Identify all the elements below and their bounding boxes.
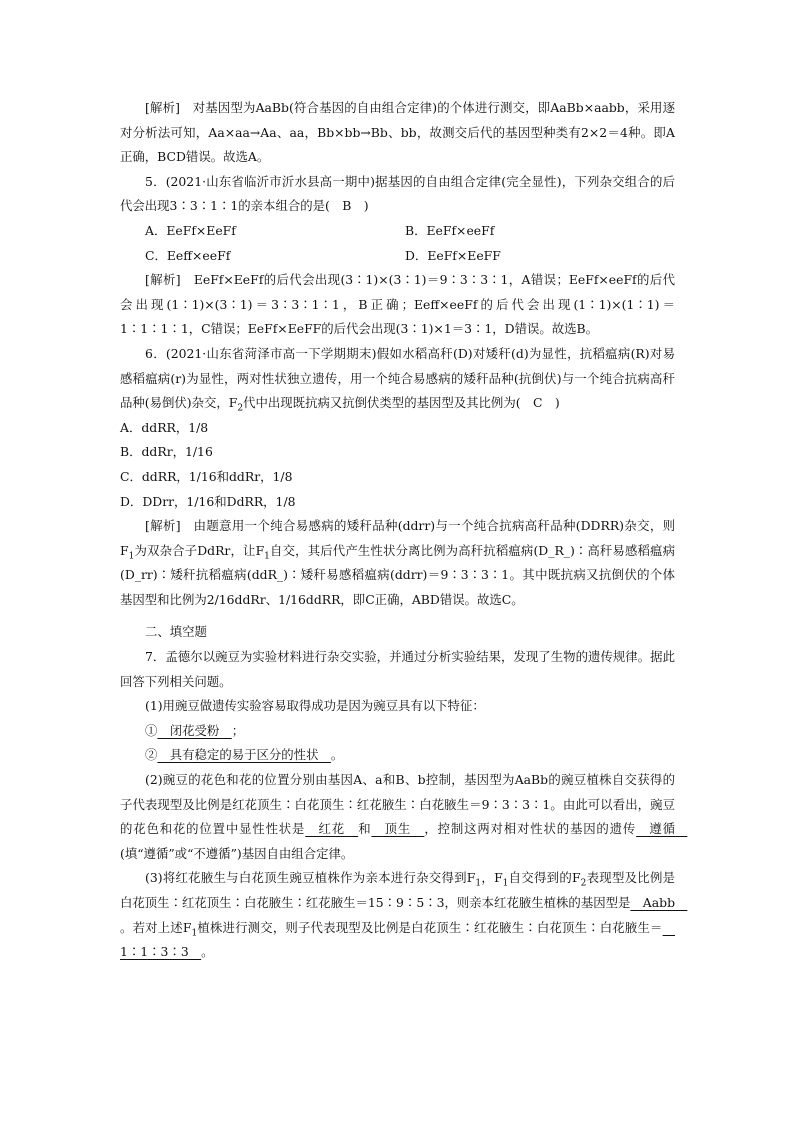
answer-blank: 闭花受粉 bbox=[157, 722, 232, 738]
analysis-q4 bbox=[120, 96, 675, 170]
option-b: B．EeFf×eeFf bbox=[405, 222, 495, 238]
question-7-part-1: (1)用豌豆做遗传实验容易取得成功是因为豌豆具有以下特征： bbox=[145, 698, 485, 714]
question-6-stem: 6．(2021·山东省菏泽市高一下学期期末)假如水稻高秆(D)对矮秆(d)为显性，抗稻瘟病(R)对易感稻瘟病(r)为显性，两对性状独立遗传，用一个纯合易感病的矮秆品种(抗倒伏)与一个纯合抗病高秆品种(易倒伏)杂交，$F_2$代中出现既抗病又抗倒伏类型的基因型及其比例为( C ) bbox=[120, 345, 675, 414]
analysis-text: 对基因型为AaBb(符合基因的自由组合定律)的个体进行测交，即AaBb×aabb，采用逐对分析法可知，Aa×aa→Aa、aa，Bb×bb→Bb、bb，故测交后代的基因型种类有2×2＝4种。即A正确，BCD错误。故选A。 bbox=[120, 100, 675, 165]
question-5-stem: 5．(2021·山东省临沂市沂水县高一期中)据基因的自由组合定律(完全显性)，下列杂交组合的后代会出现3∶3∶1∶1的亲本组合的是( B ) bbox=[120, 173, 675, 214]
analysis-tag: [解析] bbox=[145, 100, 180, 115]
option-c: C．ddRR，1/16和ddRr，1/8 bbox=[120, 468, 293, 484]
answer-blank: Aabb bbox=[630, 895, 688, 910]
answer-line-1: ① 闭花受粉 ； bbox=[145, 722, 245, 738]
analysis-q5 bbox=[120, 268, 675, 342]
analysis-q6: [解析] 由题意用一个纯合易感病的矮秆品种(ddrr)与一个纯合抗病高秆品种(DDRR)杂交，则$F_1$为双杂合子DdRr，让$F_1$自交，其后代产生性状分离比例为高秆抗稻瘟病(D_R_)∶高秆易感稻瘟病(D_rr)∶矮秆抗稻瘟病(ddR_)∶矮秆易感稻瘟病(ddrr)＝9∶3∶3∶1。其中既抗病又抗倒伏的个体基因型和比例为2/16ddRr、1/16ddRR，即C正确，ABD错误。故选C。 bbox=[120, 518, 675, 607]
option-c: C．Eeff×eeFf bbox=[145, 247, 231, 263]
analysis-text: EeFf×EeFf的后代会出现(3∶1)×(3∶1)＝9∶3∶3∶1，A错误；EeFf×eeFf的后代会出现(1∶1)×(3∶1)＝3∶3∶1∶1，B正确；Eeff×eeFf的后代会出现(1∶1)×(1∶1)＝1∶1∶1∶1，C错误；EeFf×EeFF的后代会出现(3∶1)×1＝3∶1，D错误。故选B。 bbox=[120, 272, 675, 337]
answer-blank: 遵循 bbox=[636, 821, 688, 837]
question-7-stem: 7．孟德尔以豌豆为实验材料进行杂交实验，并通过分析实验结果，发现了生物的遗传规律。据此回答下列相关问题。 bbox=[120, 649, 675, 689]
answer-blank: 1∶1∶3∶3 bbox=[120, 919, 675, 960]
document-body bbox=[120, 96, 688, 965]
option-b: B．ddRr，1/16 bbox=[120, 444, 213, 460]
option-a: A．EeFf×EeFf bbox=[145, 222, 236, 238]
question-5-options-cd bbox=[120, 244, 675, 269]
answer-blank: 顶生 bbox=[371, 821, 425, 837]
option-d: D．EeFf×EeFF bbox=[405, 247, 501, 263]
option-d: D．DDrr，1/16和DdRR，1/8 bbox=[120, 493, 296, 509]
analysis-tag: [解析] bbox=[145, 518, 181, 534]
question-7-part-3: (3)将红花腋生与白花顶生豌豆植株作为亲本进行杂交得到$F_1$，$F_1$自交得到的$F_2$表现型及比例是白花顶生∶红花顶生∶白花腋生∶红花腋生＝15∶9∶5∶3，则亲本红花腋生植株的基因型是 Aabb 。若对上述$F_1$植株进行测交，则子代表现型及比例是白花顶生∶红花腋生∶白花顶生∶白花腋生＝ 1∶1∶3∶3 。 bbox=[120, 870, 688, 960]
section-heading: 二、填空题 bbox=[145, 624, 207, 640]
option-a: A．ddRR，1/8 bbox=[120, 419, 209, 435]
question-7-part-2: (2)豌豆的花色和花的位置分别由基因A、a和B、b控制，基因型为AaBb的豌豆植株自交获得的子代表现型及比例是红花顶生∶白花顶生∶红花腋生∶白花腋生＝9∶3∶3∶1。由此可以看出，豌豆的花色和花的位置中显性性状是 红花 和 顶生 ，控制这两对相对性状的基因的遗传 遵循 (填“遵循”或“不遵循”)基因自由组合定律。 bbox=[120, 772, 688, 861]
answer-line-2: ② 具有稳定的易于区分的性状 。 bbox=[145, 747, 344, 763]
question-5-options-ab bbox=[120, 219, 675, 244]
answer-blank: 红花 bbox=[305, 821, 359, 837]
answer-blank: 具有稳定的易于区分的性状 bbox=[157, 747, 331, 763]
analysis-tag: [解析] bbox=[145, 272, 181, 288]
